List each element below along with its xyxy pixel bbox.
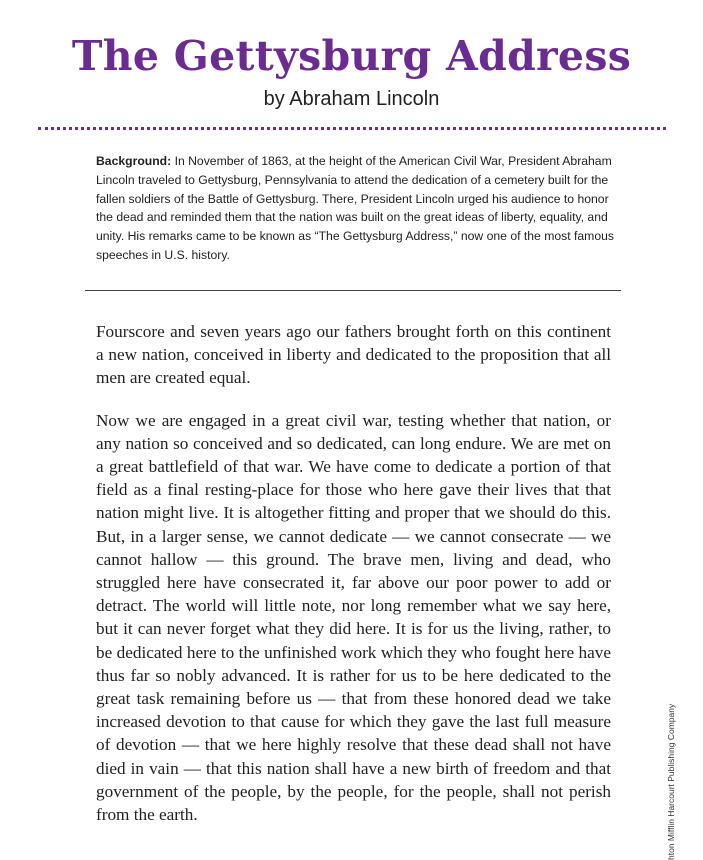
- publisher-credit-text: hton Mifflin Harcourt Publishing Company: [666, 703, 676, 860]
- background-text: In November of 1863, at the height of the American Civil War, President Abraham Lincoln traveled to Gettysburg, Pennsylvania to attend the dedication of a cemetery built for the fallen soldiers of the Battle of Gettysburg. There, President Lincoln urged his audience to honor the dead and reminded them that the nation was built on the great ideas of liberty, equality, and unity. His remarks came to be known as “The Gettysburg Address,” now one of the most famous speeches in U.S. history.: [96, 154, 614, 262]
- publisher-credit: [662, 690, 682, 860]
- speech-paragraph-1: Fourscore and seven years ago our fathers brought forth on this continent a new nation, conceived in liberty and dedicated to the proposition that all men are created equal.: [96, 322, 611, 388]
- author-byline: by Abraham Lincoln: [263, 88, 440, 110]
- speech-paragraph-2: Now we are engaged in a great civil war, testing whether that nation, or any nation so conceived and so dedicated, can long endure. We are met on a great battlefield of that war. We have come to dedicate a portion of that field as a final resting-place for those who here gave their lives that that nation might live. It is altogether fitting and proper that we should do this. But, in a larger sense, we cannot dedicate — we cannot consecrate — we cannot hallow — this ground. The brave men, living and dead, who struggled here have consecrated it, far above our poor power to add or detract. The world will little note, nor long remember what we say here, but it can never forget what they did here. It is for us the living, rather, to be dedicated here to the unfinished work which they who fought here have thus far so nobly advanced. It is rather for us to be here dedicated to the great task remaining before us — that from these honored dead we take increased devotion to that cause for which they gave the last full measure of devotion — that we here highly resolve that these dead shall not have died in vain — that this nation shall have a new birth of freedom and that government of the people, by the people, for the people, shall not perish from the earth.: [96, 410, 611, 825]
- section-divider: [85, 290, 621, 291]
- background-label: Background:: [96, 154, 172, 168]
- speech-body: [96, 320, 611, 845]
- page-title: The Gettysburg Address: [71, 32, 632, 80]
- dotted-divider: [38, 127, 666, 131]
- background-note: [96, 152, 616, 265]
